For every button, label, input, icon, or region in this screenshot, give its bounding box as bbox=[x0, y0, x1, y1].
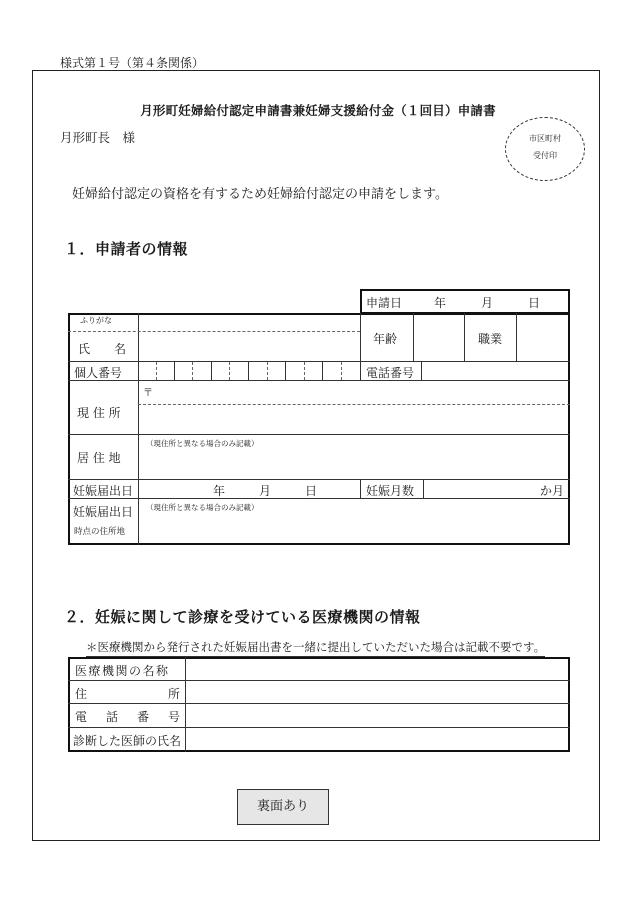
table-line bbox=[68, 331, 360, 332]
table-line bbox=[423, 479, 424, 498]
institution-address-label-b: 所 bbox=[168, 687, 181, 701]
institution-address-input[interactable] bbox=[187, 682, 568, 702]
stamp-label-municipality: 市区町村 bbox=[529, 134, 561, 143]
occupation-input[interactable] bbox=[518, 314, 568, 360]
application-date-year: 年 bbox=[434, 296, 447, 310]
reverse-side-button[interactable]: 裏面あり bbox=[237, 789, 329, 825]
institution-phone-char-3: 番 bbox=[137, 710, 150, 724]
current-address-label: 現 住 所 bbox=[77, 406, 121, 420]
my-number-label: 個人番号 bbox=[74, 366, 123, 380]
table-line bbox=[185, 657, 186, 752]
section2-note: ＊医療機関から発行された妊娠届出書を一緒に提出していただいた場合は記載不要です。 bbox=[86, 639, 545, 657]
pregnancy-notice-date-input[interactable] bbox=[140, 480, 359, 497]
residence-label: 居 住 地 bbox=[77, 451, 121, 465]
pregnancy-notice-year: 年 bbox=[213, 484, 226, 498]
name-label: 氏 名 bbox=[78, 342, 127, 356]
applicant-table-label-divider bbox=[138, 313, 139, 545]
table-line bbox=[516, 313, 517, 361]
section2-heading: ２．妊娠に関して診療を受けている医療機関の情報 bbox=[64, 608, 421, 626]
table-line bbox=[421, 361, 422, 380]
institution-phone-char-4: 号 bbox=[168, 710, 181, 724]
furigana-input[interactable] bbox=[140, 314, 359, 330]
institution-name-input[interactable] bbox=[187, 659, 568, 679]
institution-phone-char-1: 電 bbox=[75, 710, 88, 724]
phone-input[interactable] bbox=[423, 362, 568, 379]
application-date-label: 申請日 bbox=[366, 296, 403, 310]
table-line bbox=[68, 380, 570, 381]
pregnancy-notice-month: 月 bbox=[259, 484, 272, 498]
pregnancy-notice-date-label: 妊娠届出日 bbox=[73, 484, 134, 498]
postal-mark: 〒 bbox=[143, 388, 153, 399]
table-line bbox=[413, 313, 414, 361]
table-line bbox=[464, 313, 465, 361]
table-line bbox=[68, 703, 570, 704]
my-number-input[interactable] bbox=[140, 362, 359, 379]
application-date-month: 月 bbox=[481, 296, 494, 310]
form-title: 月形町妊婦給付認定申請書兼妊婦支援給付金（１回目）申請書 bbox=[140, 103, 496, 118]
notice-address-note: （現住所と異なる場合のみ記載） bbox=[146, 503, 259, 512]
doctor-name-input[interactable] bbox=[187, 729, 568, 750]
institution-phone-input[interactable] bbox=[187, 705, 568, 726]
notice-address-input[interactable] bbox=[140, 500, 568, 543]
pregnancy-months-unit: か月 bbox=[540, 484, 565, 498]
table-line bbox=[360, 313, 361, 380]
age-input[interactable] bbox=[415, 314, 463, 360]
residence-note: （現住所と異なる場合のみ記載） bbox=[146, 439, 259, 448]
pregnancy-months-input[interactable] bbox=[425, 480, 535, 497]
age-label: 年齢 bbox=[373, 332, 398, 346]
phone-label: 電話番号 bbox=[366, 366, 415, 380]
notice-address-label-line1: 妊娠届出日 bbox=[73, 505, 134, 519]
stamp-label-reception: 受付印 bbox=[533, 151, 557, 160]
current-address-input[interactable] bbox=[140, 382, 568, 433]
name-input[interactable] bbox=[140, 333, 359, 360]
section1-heading: １．申請者の情報 bbox=[64, 240, 189, 258]
table-line bbox=[68, 680, 570, 681]
reception-stamp-area bbox=[505, 117, 585, 181]
doctor-name-label: 診断した医師の氏名 bbox=[73, 734, 182, 748]
institution-name-label: 医療機関の名称 bbox=[75, 664, 170, 678]
institution-phone-char-2: 話 bbox=[106, 710, 119, 724]
table-line bbox=[68, 498, 570, 499]
addressee: 月形町長 様 bbox=[60, 130, 136, 145]
table-line bbox=[68, 727, 570, 728]
occupation-label: 職業 bbox=[478, 332, 503, 346]
declaration-text: 妊婦給付認定の資格を有するため妊婦給付認定の申請をします。 bbox=[72, 187, 448, 202]
pregnancy-notice-day: 日 bbox=[305, 484, 318, 498]
residence-input[interactable] bbox=[140, 436, 568, 478]
pregnancy-months-label: 妊娠月数 bbox=[366, 484, 415, 498]
furigana-label: ふりがな bbox=[80, 316, 112, 325]
table-line bbox=[360, 479, 361, 498]
table-line bbox=[68, 434, 570, 435]
notice-address-label-line2: 時点の住所地 bbox=[74, 527, 126, 537]
form-number-label: 様式第１号（第４条関係） bbox=[60, 56, 205, 70]
institution-address-label-a: 住 bbox=[75, 687, 88, 701]
application-date-day: 日 bbox=[528, 296, 541, 310]
